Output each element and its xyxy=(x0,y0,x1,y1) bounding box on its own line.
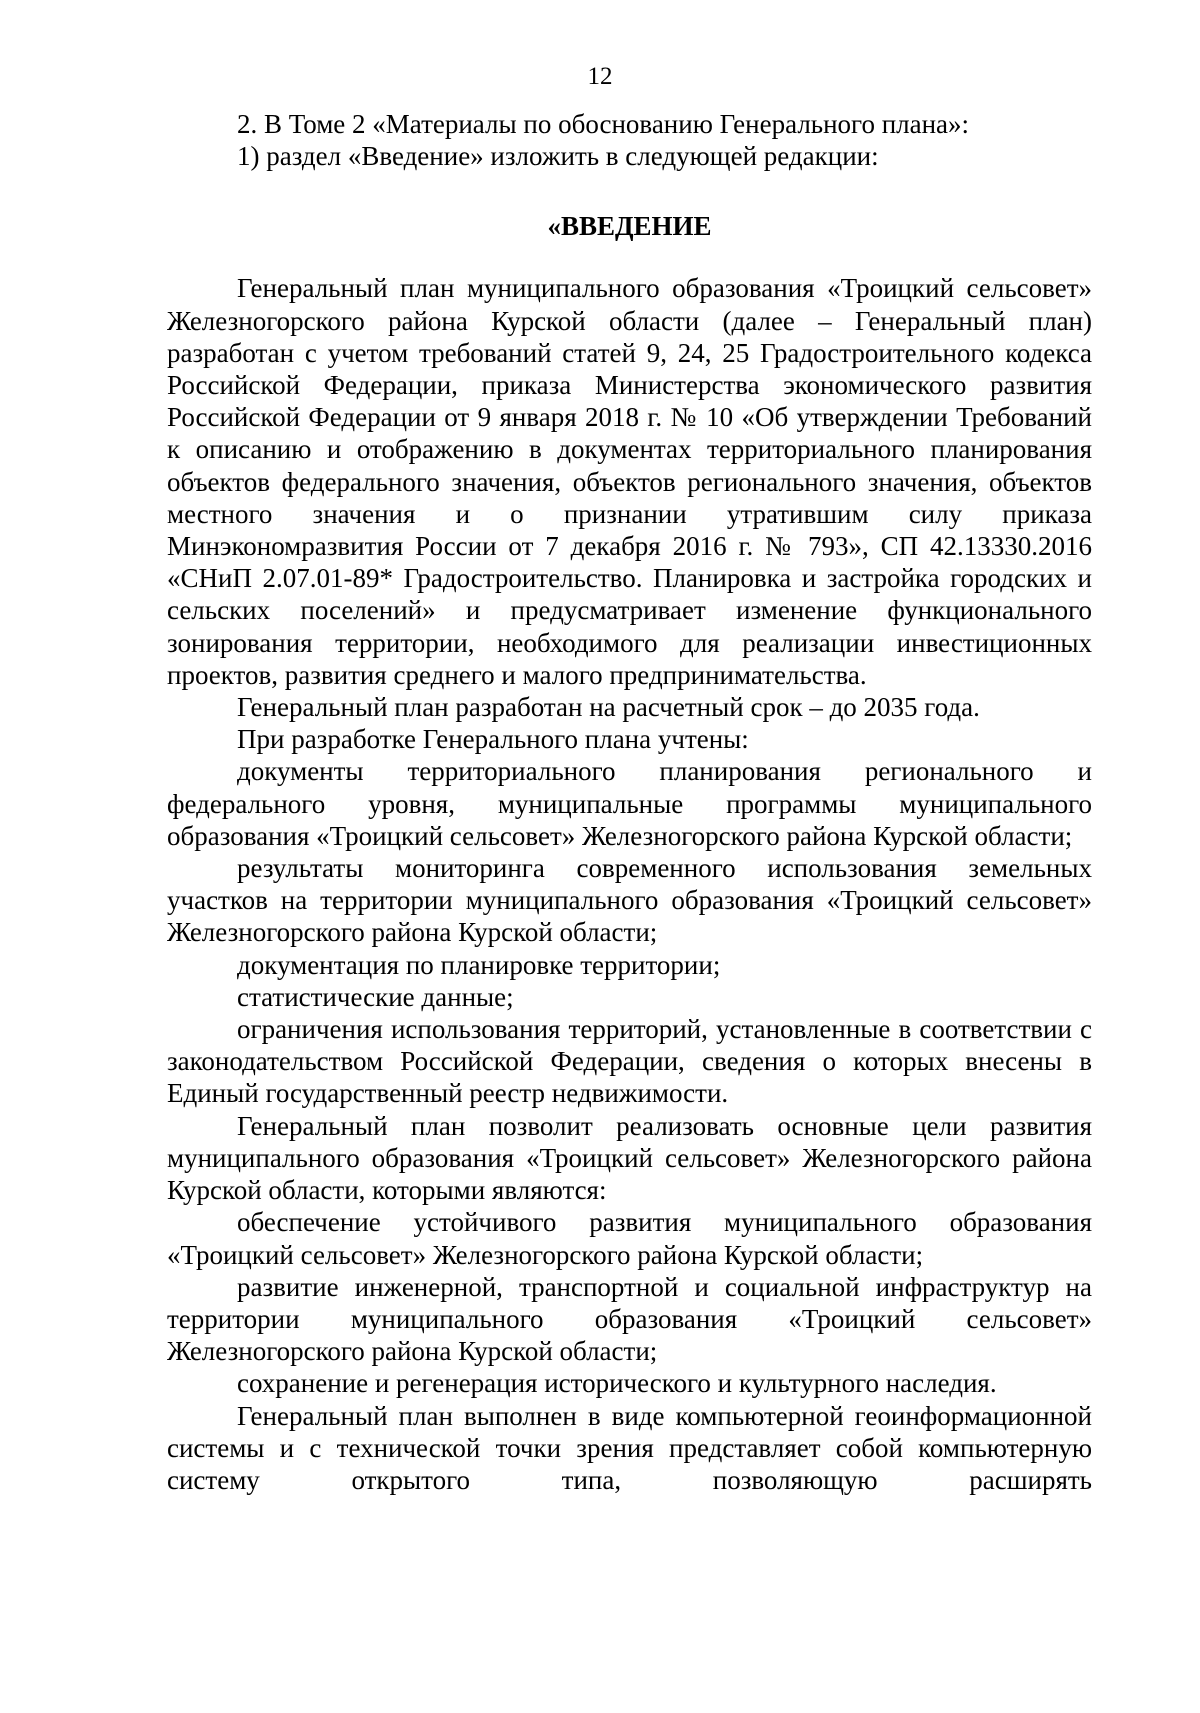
page-number: 12 xyxy=(587,63,613,90)
list-item-sustainable: обеспечение устойчивого развития муниципального образования «Троицкий сельсовет» Железногорского района Курской области; xyxy=(167,1207,1092,1270)
list-item-heritage: сохранение и регенерация исторического и культурного наследия. xyxy=(237,1368,997,1399)
list-item-restrictions: ограничения использования территорий, установленные в соответствии с законодательством Российской Федерации, сведения о которых внесены в Единый государственный реестр недвижимости. xyxy=(167,1014,1092,1109)
list-item-statistics: статистические данные; xyxy=(237,981,514,1012)
paragraph-considered: При разработке Генерального плана учтены: xyxy=(237,724,749,755)
list-item-planning-docs: документация по планировке территории; xyxy=(237,949,721,980)
paragraph-term: Генеральный план разработан на расчетный срок – до 2035 года. xyxy=(237,692,980,723)
paragraph-goals: Генеральный план позволит реализовать основные цели развития муниципального образования «Троицкий сельсовет» Железногорского района Курской области, которыми являются: xyxy=(167,1110,1092,1206)
amendment-line-2: 1) раздел «Введение» изложить в следующей редакции: xyxy=(237,141,879,172)
section-title: «ВВЕДЕНИЕ xyxy=(547,211,712,242)
paragraph-gis: Генеральный план выполнен в виде компьютерной геоинформационной системы и с технической точки зрения представляет собой компьютерную систему открытого типа, позволяющую расширять xyxy=(167,1400,1092,1495)
paragraph-intro: Генеральный план муниципального образования «Троицкий сельсовет» Железногорского района Курской области (далее – Генеральный план) разработан с учетом требований статей 9, 24, 25 Градостроительного кодекса Российской Федерации, приказа Министерства экономического развития Российской Федерации от 9 января 2018 г. № 10 «Об утверждении Требований к описанию и отображению в документах территориального планирования объектов федерального значения, объектов регионального значения, объектов местного значения и о признании утратившим силу приказа Минэкономразвития России от 7 декабря 2016 г. № 793», СП 42.13330.2016 «СНиП 2.07.01-89* Градостроительство. Планировка и застройка городских и сельских поселений» и предусматривает изменение функционального зонирования территории, необходимого для реализации инвестиционных проектов, развития среднего и малого предпринимательства. xyxy=(167,273,1092,690)
list-item-documents: документы территориального планирования регионального и федерального уровня, муниципальные программы муниципального образования «Троицкий сельсовет» Железногорского района Курской области; xyxy=(167,756,1092,851)
list-item-monitoring: результаты мониторинга современного использования земельных участков на территории муниципального образования «Троицкий сельсовет» Железногорского района Курской области; xyxy=(167,853,1092,948)
document-body xyxy=(167,108,1092,1496)
list-item-infrastructure: развитие инженерной, транспортной и социальной инфраструктур на территории муниципального образования «Троицкий сельсовет» Железногорского района Курской области; xyxy=(167,1271,1092,1367)
amendment-line-1: 2. В Томе 2 «Материалы по обоснованию Генерального плана»: xyxy=(237,109,970,139)
